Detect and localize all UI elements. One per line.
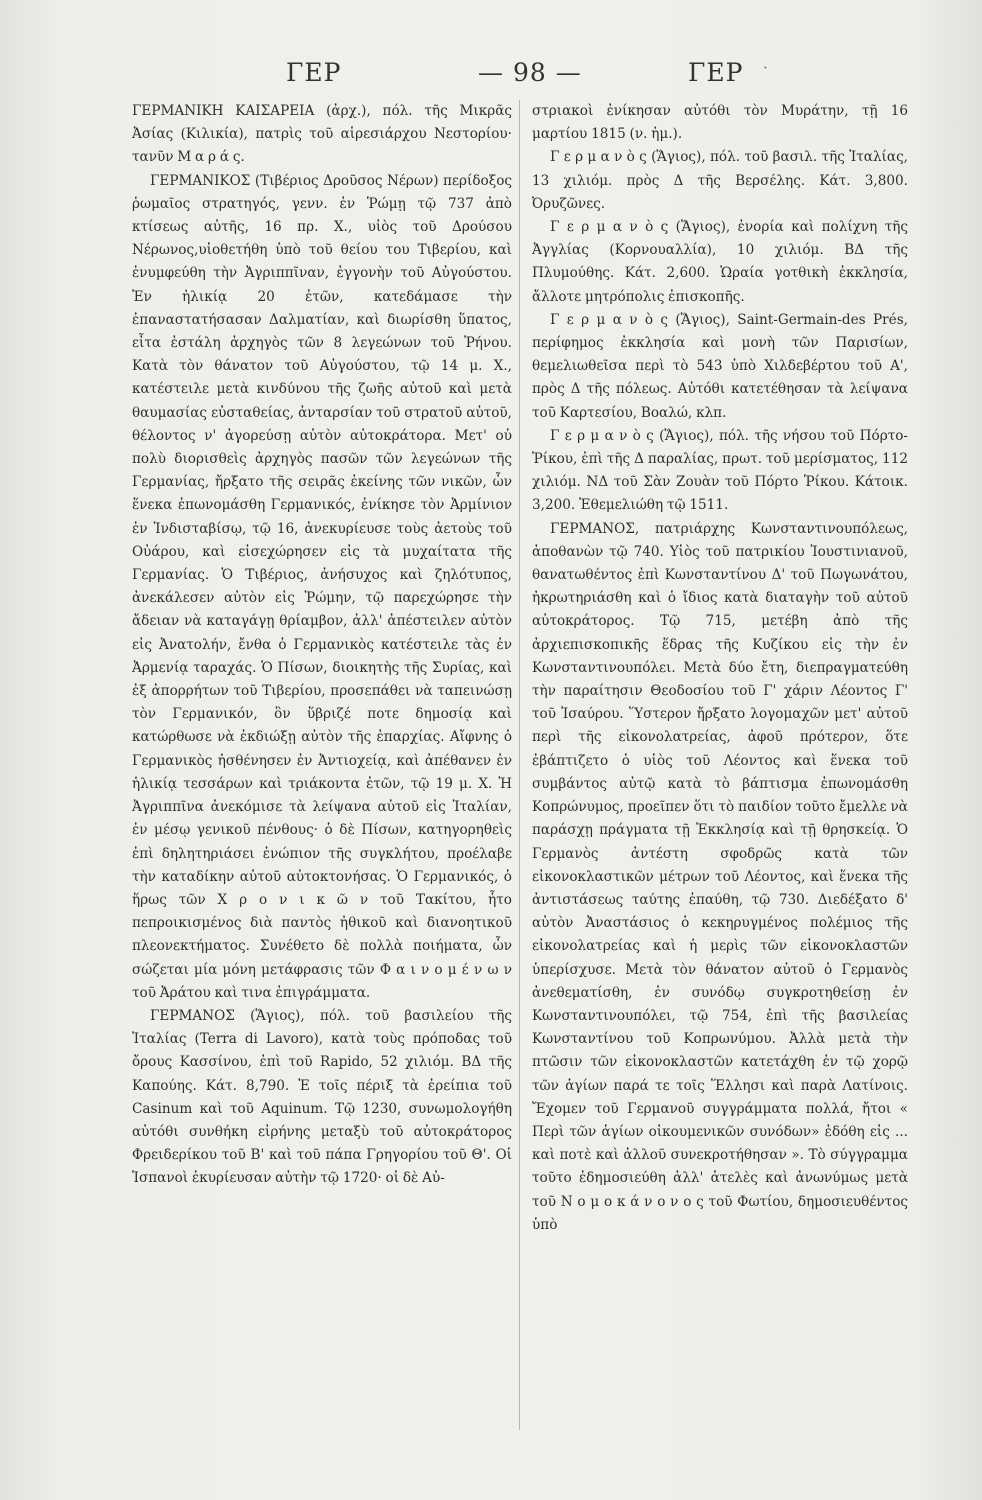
running-header bbox=[0, 58, 982, 98]
column-divider bbox=[519, 100, 520, 1430]
margin-mark: · bbox=[762, 58, 768, 77]
entry-saint-germain-des-pres: Γ ε ρ μ α ν ὸ ς (Ἅγιος), Saint-Germain-des Prés, περίφημος ἐκκλησία καὶ μονὴ τῶν Παρισίων, θεμελιωθεῖσα περὶ τὸ 543 ὑπὸ Χιλδεβέρτου τοῦ Α', πρὸς Δ τῆς πόλεως. Αὐτόθι κατετέθησαν τὰ λείψανα τοῦ Καρτεσίου, Βοαλώ, κλπ. bbox=[532, 311, 908, 421]
page-number: — 98 — bbox=[478, 58, 582, 87]
left-column bbox=[132, 100, 512, 1191]
entry-germanos-vercelli: Γ ε ρ μ α ν ὸ ς (Ἅγιος), πόλ. τοῦ βασιλ. τῆς Ἰταλίας, 13 χιλιόμ. πρὸς Δ τῆς Βερσέλης. Κάτ. 3,800. Ὀρυζῶνες. bbox=[532, 149, 908, 212]
header-right-word: ΓΕΡ bbox=[688, 58, 744, 87]
entry-germaniki-kaisareia: ΓΕΡΜΑΝΙΚΗ ΚΑΙΣΑΡΕΙΑ (ἀρχ.), πόλ. τῆς Μικρᾶς Ἀσίας (Κιλικία), πατρὶς τοῦ αἱρεσιάρχου Νεστορίου· τανῦν Μ α ρ ά ς. bbox=[132, 103, 512, 166]
right-column bbox=[532, 100, 908, 1237]
entry-germanos-italy: ΓΕΡΜΑΝΟΣ (Ἅγιος), πόλ. τοῦ βασιλείου τῆς Ἰταλίας (Terra di Lavoro), κατὰ τοὺς πρόποδας τοῦ ὄρους Κασσίνου, ἐπὶ τοῦ Rapido, 52 χιλιόμ. ΒΔ τῆς Καπούης. Κάτ. 8,790. Ἐ τοῖς πέριξ τὰ ἐρείπια τοῦ Casinum καὶ τοῦ Aquinum. Τῷ 1230, συνωμολογήθη αὐτόθι συνθήκη εἰρήνης μεταξὺ τοῦ αὐτοκράτορος Φρειδερίκου τοῦ Β' καὶ τοῦ πάπα Γρηγορίου τοῦ Θ'. Οἱ Ἱσπανοὶ ἐκυρίευσαν αὐτὴν τῷ 1720· οἱ δὲ Αὐ- bbox=[132, 1007, 512, 1187]
entry-continuation: στριακοὶ ἐνίκησαν αὐτόθι τὸν Μυράτην, τῇ 16 μαρτίου 1815 (ν. ἡμ.). bbox=[532, 103, 908, 143]
entry-germanikos: ΓΕΡΜΑΝΙΚΟΣ (Τιβέριος Δροῦσος Νέρων) περίδοξος ῥωμαῖος στρατηγός, γενν. ἐν Ῥώμῃ τῷ 737 ἀπὸ κτίσεως αὐτῆς, 16 πρ. Χ., υἱὸς τοῦ Δρούσου Νέρωνος,υἱοθετήθη ὑπὸ τοῦ θείου του Τιβερίου, καὶ ἐνυμφεύθη τὴν Ἀγριππῖναν, ἐγγονὴν τοῦ Αὐγούστου. Ἐν ἡλικίᾳ 20 ἐτῶν, κατεδάμασε τὴν ἐπαναστατήσασαν Δαλματίαν, καὶ διωρίσθη ὕπατος, εἶτα ἐστάλη ἀρχηγὸς τῶν 8 λεγεώνων τοῦ Ῥήνου. Κατὰ τὸν θάνατον τοῦ Αὐγούστου, τῷ 14 μ. Χ., κατέστειλε μετὰ κινδύνου τῆς ζωῆς αὐτοῦ καὶ μετὰ θαυμασίας εὐσταθείας, ἀνταρσίαν τοῦ στρατοῦ αὐτοῦ, θέλοντος ν' ἀγορεύσῃ αὐτὸν αὐτοκράτορα. Μετ' οὐ πολὺ διορισθεὶς ἀρχηγὸς πασῶν τῶν λεγεώνων τῆς Γερμανίας, ἤρξατο τῆς σειρᾶς ἐκείνης τῶν νικῶν, ὧν ἕνεκα ἐπωνομάσθη Γερμανικός, ἐνίκησε τὸν Ἀρμίνιον ἐν Ἰνδισταβίσῳ, τῷ 16, ἀνεκυρίευσε τοὺς ἀετοὺς τοῦ Οὐάρου, καὶ εἰσεχώρησεν εἰς τὰ μυχαίτατα τῆς Γερμανίας. Ὁ Τιβέριος, ἀνήσυχος καὶ ζηλότυπος, ἀνεκάλεσεν αὐτὸν εἰς Ῥώμην, τῷ παρεχώρησε τὴν ἄδειαν νὰ καταγάγῃ θρίαμβον, ἀλλ' ἀπέστειλεν αὐτὸν εἰς Ἀνατολήν, ἔνθα ὁ Γερμανικὸς κατέστειλε τὰς ἐν Ἀρμενίᾳ ταραχάς. Ὁ Πίσων, διοικητὴς τῆς Συρίας, καὶ ἐξ ἀπορρήτων τοῦ Τιβερίου, προσεπάθει νὰ ταπεινώσῃ τὸν Γερμανικόν, ὃν ὕβριζέ ποτε δημοσίᾳ καὶ κατώρθωσε νὰ ἐκδιώξῃ αὐτὸν τῆς ἐπαρχίας. Αἴφνης ὁ Γερμανικὸς ἠσθένησεν ἐν Ἀντιοχείᾳ, καὶ ἀπέθανεν ἐν ἡλικίᾳ τεσσάρων καὶ τριάκοντα ἐτῶν, τῷ 19 μ. Χ. Ἡ Ἀγριππῖνα ἀνεκόμισε τὰ λείψανα αὐτοῦ εἰς Ἰταλίαν, ἐν μέσῳ γενικοῦ πένθους· ὁ δὲ Πίσων, κατηγορηθεὶς ἐπὶ δηλητηριάσει ἐνώπιον τῆς συγκλήτου, προέλαβε τὴν καταδίκην αὐτοῦ αὐτοκτονήσας. Ὁ Γερμανικός, ὁ ἥρως τῶν Χ ρ ο ν ι κ ῶ ν τοῦ Τακίτου, ἦτο πεπροικισμένος διὰ παντὸς ἠθικοῦ καὶ διανοητικοῦ πλεονεκτήματος. Συνέθετο δὲ πολλὰ ποιήματα, ὧν σώζεται μία μόνη μετάφρασις τῶν Φ α ι ν ο μ έ ν ω ν τοῦ Ἀράτου καὶ τινα ἐπιγράμματα. bbox=[132, 172, 512, 1001]
header-left-word: ΓΕΡ bbox=[286, 58, 342, 87]
entry-germanos-patriarch: ΓΕΡΜΑΝΟΣ, πατριάρχης Κωνσταντινουπόλεως, ἀποθανὼν τῷ 740. Υἱὸς τοῦ πατρικίου Ἰουστινιανοῦ, θανατωθέντος ἐπὶ Κωνσταντίνου Δ' τοῦ Πωγωνάτου, ἠκρωτηριάσθη καὶ ὁ ἴδιος κατὰ διαταγὴν τοῦ αὐτοῦ αὐτοκράτορος. Τῷ 715, μετέβη ἀπὸ τῆς ἀρχιεπισκοπικῆς ἕδρας τῆς Κυζίκου εἰς τὴν ἐν Κωνσταντινουπόλει. Μετὰ δύο ἔτη, διεπραγματεύθη τὴν παραίτησιν Θεοδοσίου τοῦ Γ' χάριν Λέοντος Γ' τοῦ Ἰσαύρου. Ὕστερον ἤρξατο λογομαχῶν μετ' αὐτοῦ περὶ τῆς εἰκονολατρείας, ἀφοῦ πρότερον, ὅτε ἐβάπτιζετο ὁ υἱὸς τοῦ Λέοντος καὶ ἕνεκα τοῦ συμβάντος αὐτῷ κατὰ τὸ βάπτισμα ἐπωνομάσθη Κοπρώνυμος, προεῖπεν ὅτι τὸ παιδίον τοῦτο ἔμελλε νὰ παράσχῃ πράγματα τῇ Ἐκκλησίᾳ καὶ τῇ θρησκείᾳ. Ὁ Γερμανὸς ἀντέστη σφοδρῶς κατὰ τῶν εἰκονοκλαστικῶν μέτρων τοῦ Λέοντος, καὶ ἕνεκα τῆς ἀντιστάσεως ταύτης ἐπαύθη, τῷ 730. Διεδέξατο δ' αὐτὸν Ἀναστάσιος ὁ κεκηρυγμένος πολέμιος τῆς εἰκονολατρείας καὶ ἡ μερὶς τῶν εἰκονοκλαστῶν ὑπερίσχυσε. Μετὰ τὸν θάνατον αὐτοῦ ὁ Γερμανὸς ἀνεθεματίσθη, ἐν συνόδῳ συγκροτηθείσῃ ἐν Κωνσταντινουπόλει, τῷ 754, ἐπὶ τῆς βασιλείας Κωνσταντίνου τοῦ Κοπρωνύμου. Ἀλλὰ μετὰ τὴν πτῶσιν τῶν εἰκονοκλαστῶν κατετάχθη ἐν τῷ χορῷ τῶν ἁγίων παρά τε τοῖς Ἕλλησι καὶ παρὰ Λατίνοις. Ἔχομεν τοῦ Γερμανοῦ συγγράμματα πολλά, ἤτοι « Περὶ τῶν ἁγίων οἰκουμενικῶν συνόδων» ἐδόθη εἰς ... καὶ ποτὲ καὶ ἀλλοῦ συνεκροτήθησαν ». Τὸ σύγγραμμα τοῦτο ἐδημοσιεύθη ἀλλ' ἀτελὲς καὶ ἀνωνύμως μετὰ τοῦ Ν ο μ ο κ ά ν ο ν ο ς τοῦ Φωτίου, δημοσιευθέντος ὑπὸ bbox=[532, 520, 908, 1233]
entry-germanos-puerto-rico: Γ ε ρ μ α ν ὸ ς (Ἅγιος), πόλ. τῆς νήσου τοῦ Πόρτο-Ῥίκου, ἐπὶ τῆς Δ παραλίας, πρωτ. τοῦ μερίσματος, 112 χιλιόμ. ΝΔ τοῦ Σὰν Ζουὰν τοῦ Πόρτο Ῥίκου. Κάτοικ. 3,200. Ἐθεμελιώθη τῷ 1511. bbox=[532, 427, 908, 514]
entry-germanos-cornwall: Γ ε ρ μ α ν ὸ ς (Ἅγιος), ἐνορία καὶ πολίχνη τῆς Ἀγγλίας (Κορνουαλλία), 10 χιλιόμ. ΒΔ τῆς Πλυμούθης. Κάτ. 2,600. Ὡραία γοτθικὴ ἐκκλησία, ἄλλοτε μητρόπολις ἐπισκοπῆς. bbox=[532, 219, 908, 305]
